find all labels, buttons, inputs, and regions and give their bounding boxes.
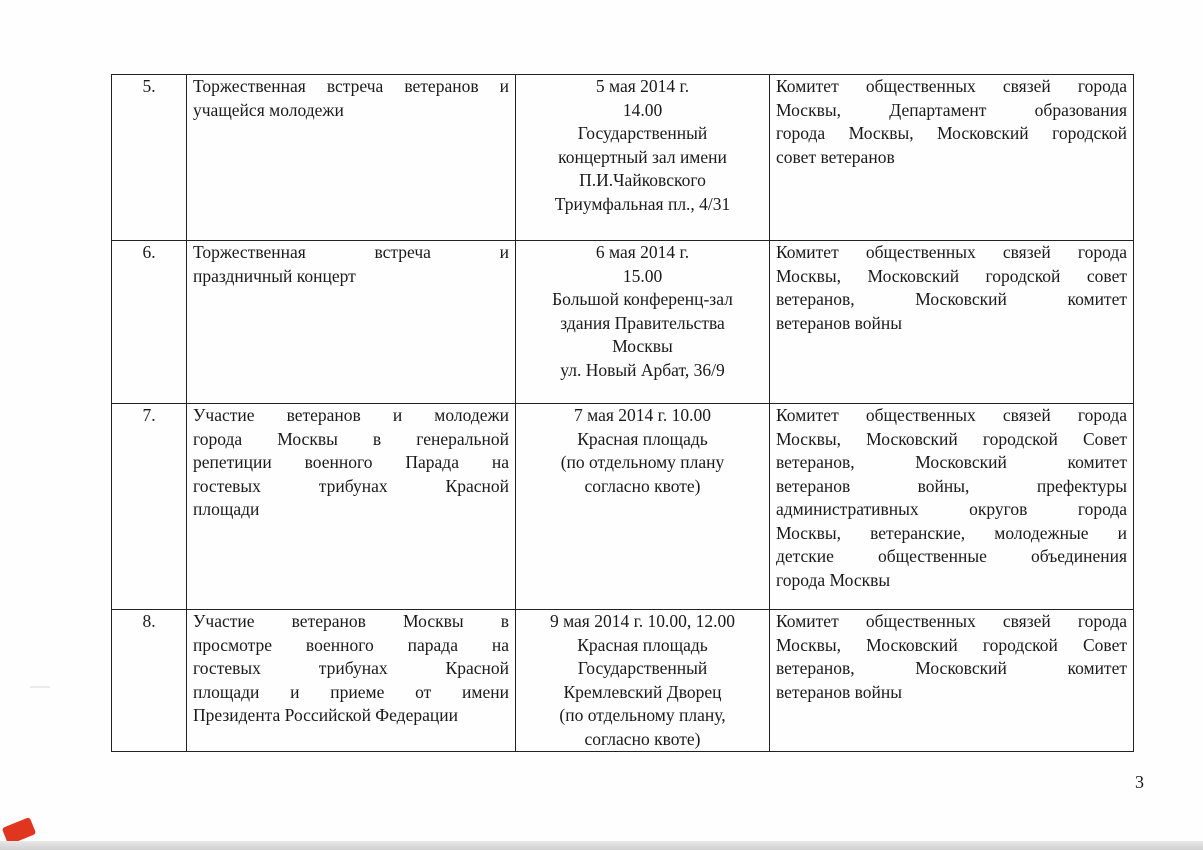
event-organizers-line: ветеранов, Московский комитет bbox=[776, 658, 1127, 678]
event-date-place-line: 14.00 bbox=[622, 99, 663, 120]
event-organizers-line: административных округов города bbox=[776, 499, 1127, 519]
event-date-place-line: согласно квоте) bbox=[584, 475, 701, 496]
table-row bbox=[112, 404, 1134, 610]
event-date-place-line: Триумфальная пл., 4/31 bbox=[554, 193, 731, 214]
event-organizers-line: совет ветеранов bbox=[776, 146, 895, 167]
row-number: 5. bbox=[112, 75, 187, 241]
event-date-place-line: Красная площадь bbox=[577, 634, 708, 655]
event-organizers bbox=[770, 404, 1134, 610]
event-organizers bbox=[770, 241, 1134, 404]
table-row bbox=[112, 610, 1134, 752]
page-number: 3 bbox=[1135, 772, 1144, 792]
event-organizers-line: Москвы, Московский городской Совет bbox=[776, 634, 1127, 655]
event-description-line: просмотре военного парада на bbox=[193, 634, 509, 655]
event-description-line: Участие ветеранов и молодежи bbox=[193, 405, 509, 425]
event-organizers-line: Москвы, ветеранские, молодежные и bbox=[776, 522, 1127, 543]
event-description-line: гостевых трибунах Красной bbox=[193, 475, 509, 496]
event-organizers bbox=[770, 610, 1134, 752]
event-date-place bbox=[516, 75, 770, 241]
event-description bbox=[187, 241, 516, 404]
event-description-line: площади и приеме от имени bbox=[193, 681, 509, 702]
scan-bottom-edge bbox=[0, 841, 1203, 850]
event-organizers-line: ветеранов войны bbox=[776, 681, 902, 702]
event-organizers-line: Комитет общественных связей города bbox=[776, 611, 1127, 631]
event-description-line: учащейся молодежи bbox=[193, 99, 344, 120]
event-date-place-line: согласно квоте) bbox=[584, 728, 701, 749]
event-organizers-line: Москвы, Московский городской совет bbox=[776, 265, 1127, 286]
event-description-line: праздничный концерт bbox=[193, 265, 356, 286]
event-organizers-line: Москвы, Московский городской Совет bbox=[776, 428, 1127, 449]
event-organizers-line: детские общественные объединения bbox=[776, 546, 1127, 566]
table-row bbox=[112, 241, 1134, 404]
event-description-line: гостевых трибунах Красной bbox=[193, 658, 509, 678]
event-organizers-line: Москвы, Департамент образования bbox=[776, 99, 1127, 120]
event-date-place-line: Большой конференц-зал bbox=[552, 289, 733, 309]
event-description bbox=[187, 610, 516, 752]
event-date-place-line: здания Правительства bbox=[560, 312, 725, 333]
event-description-line: Участие ветеранов Москвы в bbox=[193, 611, 509, 631]
event-description-line: Торжественная встреча и bbox=[193, 242, 509, 262]
event-date-place-line: 9 мая 2014 г. 10.00, 12.00 bbox=[549, 611, 736, 631]
row-number: 7. bbox=[112, 404, 187, 610]
event-date-place-line: Государственный bbox=[577, 658, 708, 678]
row-number: 8. bbox=[112, 610, 187, 752]
event-organizers-line: Комитет общественных связей города bbox=[776, 405, 1127, 425]
event-date-place-line: 7 мая 2014 г. 10.00 bbox=[574, 405, 711, 425]
table-row bbox=[112, 75, 1134, 241]
event-date-place bbox=[516, 404, 770, 610]
event-description bbox=[187, 404, 516, 610]
event-date-place-line: 5 мая 2014 г. bbox=[595, 76, 690, 96]
event-date-place-line: Красная площадь bbox=[577, 428, 708, 449]
event-date-place-line: 6 мая 2014 г. bbox=[595, 242, 690, 262]
event-description-line: площади bbox=[193, 499, 260, 519]
event-date-place-line: (по отдельному плану, bbox=[559, 705, 726, 725]
event-date-place-line: концертный зал имени bbox=[558, 146, 727, 167]
event-date-place-line: П.И.Чайковского bbox=[579, 170, 706, 190]
event-date-place-line: Государственный bbox=[577, 123, 708, 143]
event-organizers-line: города Москвы bbox=[776, 569, 891, 590]
events-table-body bbox=[112, 75, 1134, 752]
event-organizers-line: города Москвы, Московский городской bbox=[776, 123, 1127, 143]
event-organizers-line: ветеранов, Московский комитет bbox=[776, 289, 1127, 309]
event-date-place-line: (по отдельному плану bbox=[560, 452, 725, 472]
event-date-place-line: 15.00 bbox=[622, 265, 663, 286]
event-date-place bbox=[516, 610, 770, 752]
event-description-line: Президента Российской Федерации bbox=[193, 705, 458, 725]
event-description-line: Торжественная встреча ветеранов и bbox=[193, 76, 509, 96]
event-description bbox=[187, 75, 516, 241]
row-number: 6. bbox=[112, 241, 187, 404]
event-date-place bbox=[516, 241, 770, 404]
event-date-place-line: Москвы bbox=[612, 336, 673, 356]
events-table bbox=[111, 74, 1134, 752]
scan-mark bbox=[30, 686, 50, 688]
event-description-line: города Москвы в генеральной bbox=[193, 428, 509, 449]
event-organizers-line: Комитет общественных связей города bbox=[776, 242, 1127, 262]
event-date-place-line: Кремлевский Дворец bbox=[563, 681, 722, 702]
event-date-place-line: ул. Новый Арбат, 36/9 bbox=[560, 359, 725, 380]
event-description-line: репетиции военного Парада на bbox=[193, 452, 509, 472]
event-organizers-line: ветеранов войны bbox=[776, 312, 902, 333]
event-organizers-line: ветеранов, Московский комитет bbox=[776, 452, 1127, 472]
event-organizers bbox=[770, 75, 1134, 241]
event-organizers-line: Комитет общественных связей города bbox=[776, 76, 1127, 96]
event-organizers-line: ветеранов войны, префектуры bbox=[776, 475, 1127, 496]
